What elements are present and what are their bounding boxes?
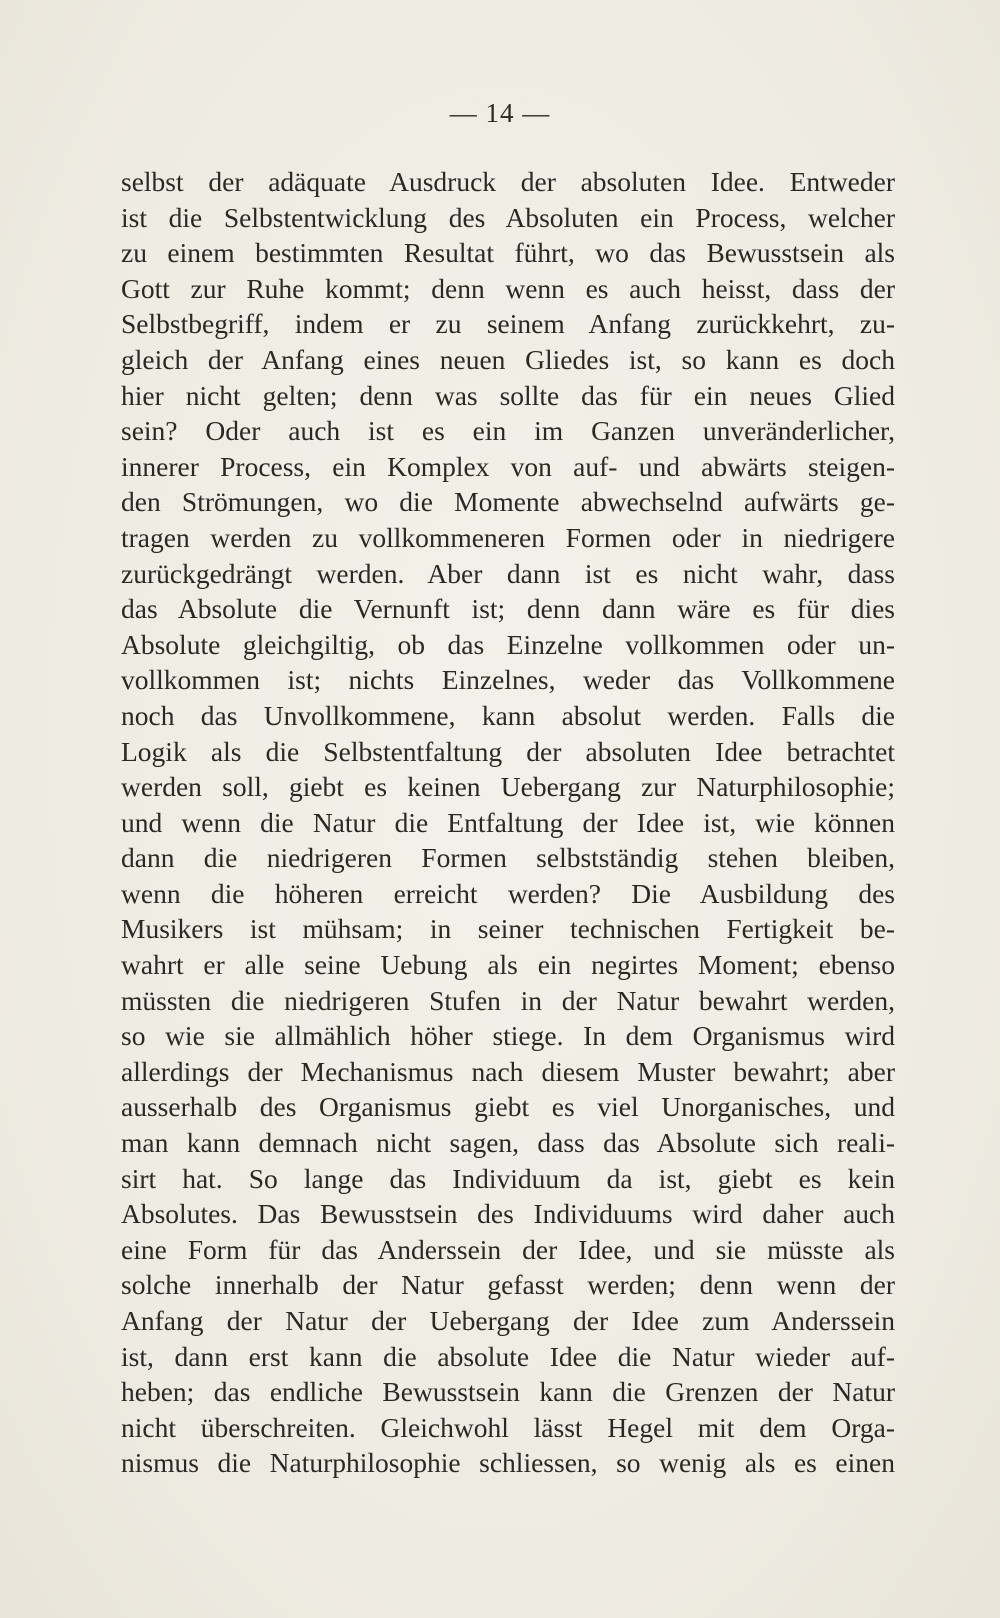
text-line: man kann demnach nicht sagen, dass das Absolute sich reali- — [121, 1127, 895, 1159]
text-line: sein? Oder auch ist es ein im Ganzen unveränderlicher, — [121, 415, 895, 447]
text-line: nicht überschreiten. Gleichwohl lässt Hegel mit dem Orga- — [121, 1411, 895, 1443]
text-line: ausserhalb des Organismus giebt es viel Unorganisches, und — [121, 1091, 895, 1123]
text-line: werden soll, giebt es keinen Uebergang zur Naturphilosophie; — [121, 771, 895, 803]
text-line: wenn die höheren erreicht werden? Die Ausbildung des — [121, 877, 895, 909]
text-line: müssten die niedrigeren Stufen in der Natur bewahrt werden, — [121, 984, 895, 1016]
text-line: innerer Process, ein Komplex von auf- und abwärts steigen- — [121, 450, 895, 482]
text-line: zu einem bestimmten Resultat führt, wo das Bewusstsein als — [121, 237, 895, 269]
text-line: eine Form für das Anderssein der Idee, und sie müsste als — [121, 1233, 895, 1265]
page-number: — 14 — — [449, 98, 551, 128]
text-line: nismus die Naturphilosophie schliessen, so wenig als es einen — [121, 1447, 895, 1479]
text-line: zurückgedrängt werden. Aber dann ist es nicht wahr, dass — [121, 557, 895, 589]
text-line: selbst der adäquate Ausdruck der absoluten Idee. Entweder — [121, 166, 895, 197]
text-line: Absolute gleichgiltig, ob das Einzelne vollkommen oder un- — [121, 628, 895, 660]
text-line: solche innerhalb der Natur gefasst werden; denn wenn der — [121, 1269, 895, 1301]
text-line: ist, dann erst kann die absolute Idee die Natur wieder auf- — [121, 1340, 895, 1372]
text-line: heben; das endliche Bewusstsein kann die Grenzen der Natur — [121, 1376, 895, 1408]
text-line: so wie sie allmählich höher stiege. In dem Organismus wird — [121, 1020, 895, 1052]
text-line: hier nicht gelten; denn was sollte das für ein neues Glied — [121, 379, 895, 411]
text-line: Musikers ist mühsam; in seiner technischen Fertigkeit be- — [121, 913, 895, 945]
text-line: den Strömungen, wo die Momente abwechselnd aufwärts ge- — [121, 486, 895, 518]
text-line: sirt hat. So lange das Individuum da ist, giebt es kein — [121, 1162, 895, 1194]
text-line: wahrt er alle seine Uebung als ein negirtes Moment; ebenso — [121, 949, 895, 981]
text-line: Logik als die Selbstentfaltung der absoluten Idee betrachtet — [121, 735, 895, 767]
text-line: das Absolute die Vernunft ist; denn dann wäre es für dies — [121, 593, 895, 625]
text-line: Selbstbegriff, indem er zu seinem Anfang zurückkehrt, zu- — [121, 308, 895, 340]
body-text — [121, 164, 895, 1481]
text-line: tragen werden zu vollkommeneren Formen oder in niedrigere — [121, 521, 895, 553]
text-line: Anfang der Natur der Uebergang der Idee zum Anderssein — [121, 1305, 895, 1336]
text-line: und wenn die Natur die Entfaltung der Idee ist, wie können — [121, 806, 895, 838]
text-line: vollkommen ist; nichts Einzelnes, weder das Vollkommene — [121, 664, 895, 696]
text-line: allerdings der Mechanismus nach diesem Muster bewahrt; aber — [121, 1055, 895, 1087]
text-line: ist die Selbstentwicklung des Absoluten ein Process, welcher — [121, 201, 895, 233]
text-line: noch das Unvollkommene, kann absolut werden. Falls die — [121, 699, 895, 731]
text-line: gleich der Anfang eines neuen Gliedes ist, so kann es doch — [121, 343, 895, 375]
text-line: dann die niedrigeren Formen selbstständig stehen bleiben, — [121, 842, 895, 874]
text-line: Absolutes. Das Bewusstsein des Individuums wird daher auch — [121, 1198, 895, 1230]
text-line: Gott zur Ruhe kommt; denn wenn es auch heisst, dass der — [121, 272, 895, 304]
